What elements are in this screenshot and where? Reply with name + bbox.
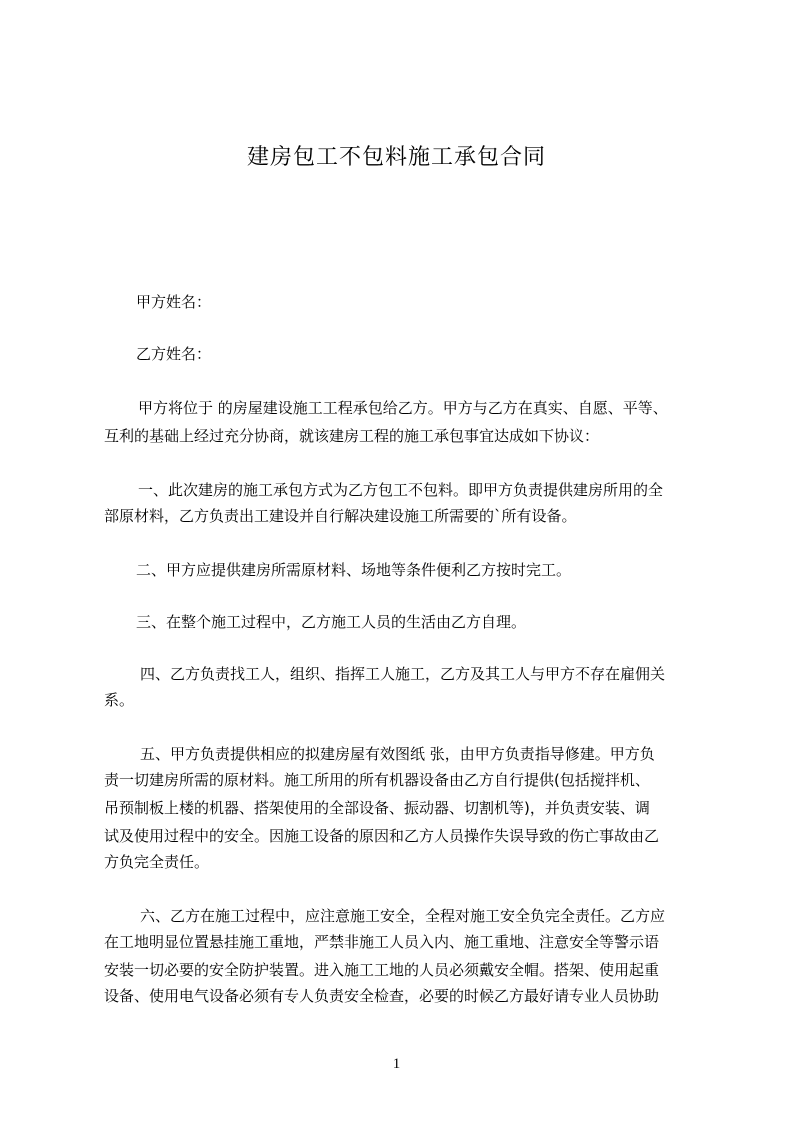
clause-4-line-1: 四、乙方负责找工人，组织、指挥工人施工，乙方及其工人与甲方不存在雇佣关 [140,665,666,683]
clause-1-line-1: 一、此次建房的施工承包方式为乙方包工不包料。即甲方负责提供建房所用的全 [138,481,664,499]
clause-5-line-4: 试及使用过程中的安全。因施工设备的原因和乙方人员操作失误导致的伤亡事故由乙 [104,827,660,845]
clause-5-line-1: 五、甲方负责提供相应的拟建房屋有效图纸 张，由甲方负责指导修建。甲方负 [140,745,655,763]
clause-6-line-4: 设备、使用电气设备必须有专人负责安全检查，必要的时候乙方最好请专业人员协助 [104,987,660,1005]
clause-4-line-2: 系。 [104,691,135,709]
document-title: 建房包工不包料施工承包合同 [246,145,546,170]
clause-5-line-2: 责一切建房所需的原材料。施工所用的所有机器设备由乙方自行提供(包括搅拌机、 [104,771,650,789]
intro-line-1: 甲方将位于 的房屋建设施工工程承包给乙方。甲方与乙方在真实、自愿、平等、 [138,399,668,417]
clause-3-line-1: 三、在整个施工过程中，乙方施工人员的生活由乙方自理。 [136,613,527,631]
clause-5-line-3: 吊预制板上楼的机器、搭架使用的全部设备、振动器、切割机等)，并负责安装、调 [104,799,650,817]
intro-line-2: 互利的基础上经过充分协商，就该建房工程的施工承包事宜达成如下协议： [104,427,600,445]
clause-2-line-1: 二、甲方应提供建房所需原材料、场地等条件便利乙方按时完工。 [136,561,572,579]
clause-6-line-1: 六、乙方在施工过程中，应注意施工安全，全程对施工安全负完全责任。乙方应 [140,907,666,925]
party-b-name-line: 乙方姓名： [136,345,212,363]
clause-1-line-2: 部原材料，乙方负责出工建设并自行解决建设施工所需要的`所有设备。 [104,507,577,525]
page-number: 1 [392,1056,401,1072]
party-a-name-line: 甲方姓名： [136,293,212,311]
clause-5-line-5: 方负完全责任。 [104,853,210,871]
clause-6-line-3: 安装一切必要的安全防护装置。进入施工工地的人员必须戴安全帽。搭架、使用起重 [104,961,660,979]
clause-6-line-2: 在工地明显位置悬挂施工重地，严禁非施工人员入内、施工重地、注意安全等警示语 [104,933,660,951]
